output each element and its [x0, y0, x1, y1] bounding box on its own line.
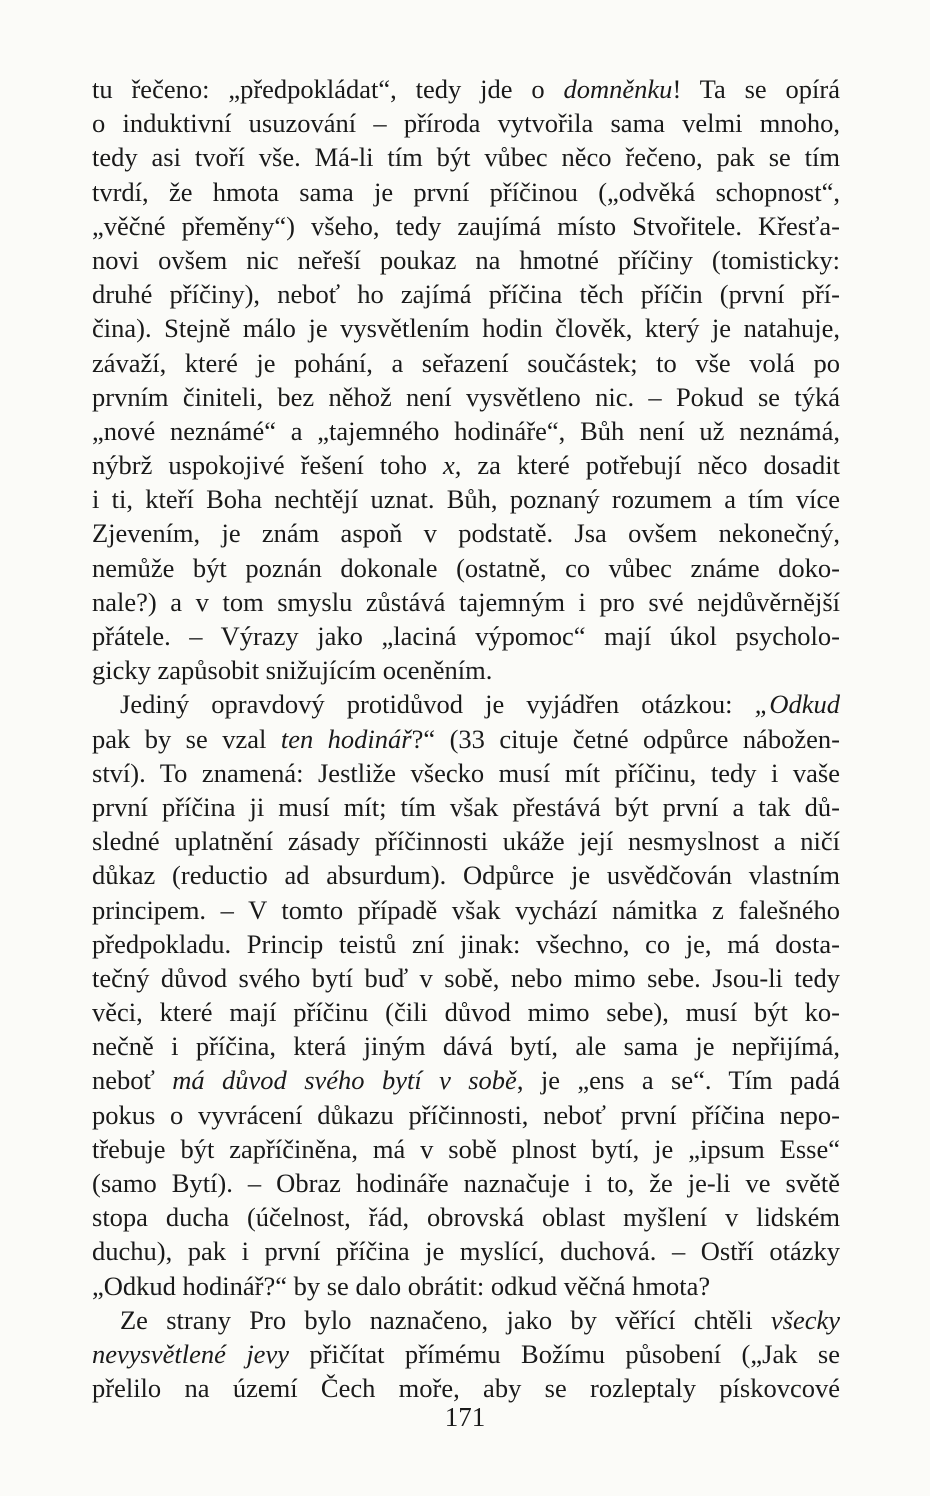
- page-number: 171: [444, 1402, 486, 1432]
- text-line: závaží, které je pohání, a seřazení součástek; to vše volá po: [92, 347, 840, 378]
- text-line: „Odkud hodinář?“ by se dalo obrátit: odkud věčná hmota?: [92, 1270, 711, 1301]
- text-line: nečně i příčina, která jiným dává bytí, ale sama je nepřijímá,: [92, 1031, 840, 1062]
- text-line: tedy asi tvoří vše. Má-li tím být vůbec něco řečeno, pak se tím: [92, 142, 840, 173]
- text-line: ství). To znamená: Jestliže všecko musí mít příčinu, tedy i vaše: [92, 757, 840, 788]
- text-line: nevysvětlené jevy přičítat přímému Božímu působení („Jak se: [92, 1338, 840, 1369]
- text-line: Ze strany Pro bylo naznačeno, jako by věřící chtěli všecky: [120, 1304, 840, 1335]
- text-line: věci, které mají příčinu (čili důvod mimo sebe), musí být ko-: [92, 997, 840, 1028]
- text-line: přátele. – Výrazy jako „laciná výpomoc“ mají úkol psycholo-: [92, 621, 840, 651]
- text-line: principem. – V tomto případě však vychází námitka z falešného: [92, 894, 840, 925]
- text-line: tečný důvod svého bytí buď v sobě, nebo mimo sebe. Jsou-li tedy: [92, 962, 840, 993]
- text-line: gicky zapůsobit snižujícím oceněním.: [92, 655, 493, 686]
- text-line: nemůže být poznán dokonale (ostatně, co vůbec známe doko-: [92, 552, 840, 583]
- text-line: důkaz (reductio ad absurdum). Odpůrce je usvědčován vlastním: [92, 860, 840, 891]
- text-line: Zjevením, je znám aspoň v podstatě. Jsa ovšem nekonečný,: [92, 518, 840, 549]
- paragraph: [92, 687, 840, 1302]
- text-line: čina). Stejně málo je vysvětlením hodin člověk, který je natahuje,: [92, 313, 840, 344]
- text-line: o induktivní usuzování – příroda vytvořila sama velmi mnoho,: [92, 108, 840, 139]
- text-line: nýbrž uspokojivé řešení toho x, za které potřebují něco dosadit: [92, 450, 841, 481]
- text-line: nale?) a v tom smyslu zůstává tajemným i pro své nejdůvěrnější: [92, 586, 840, 617]
- text-line: neboť má důvod svého bytí v sobě, je „ens a se“. Tím padá: [92, 1065, 841, 1096]
- text-line: pak by se vzal ten hodinář?“ (33 cituje četné odpůrce nábožen-: [92, 723, 840, 754]
- text-line: tvrdí, že hmota sama je první příčinou („odvěká schopnost“,: [92, 176, 840, 207]
- text-line: i ti, kteří Boha nechtějí uznat. Bůh, poznaný rozumem a tím více: [92, 484, 840, 515]
- text-line: stopa ducha (účelnost, řád, obrovská oblast myšlení v lidském: [92, 1202, 840, 1233]
- text-line: druhé příčiny), neboť ho zajímá příčina těch příčin (první pří-: [92, 279, 840, 310]
- text-line: sledné uplatnění zásady příčinnosti ukáže její nesmyslnost a ničí: [92, 826, 840, 857]
- text-line: třebuje být zapříčiněna, má v sobě plnost bytí, je „ipsum Esse“: [92, 1133, 840, 1164]
- text-line: tu řečeno: „předpokládat“, tedy jde o domněnku! Ta se opírá: [92, 74, 841, 104]
- body-text: [92, 72, 840, 1405]
- paragraph: [92, 72, 840, 687]
- text-line: duchu), pak i první příčina je myslící, duchová. – Ostří otázky: [92, 1236, 840, 1267]
- text-line: přelilo na území Čech moře, aby se rozleptaly pískovcové: [92, 1373, 840, 1404]
- text-line: prvním činiteli, bez něhož není vysvětleno nic. – Pokud se týká: [92, 381, 840, 412]
- text-line: (samo Bytí). – Obraz hodináře naznačuje i to, že je-li ve světě: [92, 1168, 840, 1198]
- text-line: novi ovšem nic neřeší poukaz na hmotné příčiny (tomisticky:: [92, 244, 840, 275]
- text-line: první příčina ji musí mít; tím však přestává být první a tak dů-: [92, 791, 840, 822]
- text-line: pokus o vyvrácení důkazu příčinnosti, neboť první příčina nepo-: [92, 1099, 840, 1130]
- paragraph: [92, 1303, 840, 1406]
- text-line: Jediný opravdový protidůvod je vyjádřen otázkou: „Odkud: [120, 689, 840, 720]
- text-line: předpokladu. Princip teistů zní jinak: všechno, co je, má dosta-: [92, 928, 840, 959]
- text-line: „nové neznámé“ a „tajemného hodináře“, Bůh není už neznámá,: [92, 415, 840, 446]
- text-line: „věčné přeměny“) všeho, tedy zaujímá místo Stvořitele. Křesťa-: [92, 210, 840, 241]
